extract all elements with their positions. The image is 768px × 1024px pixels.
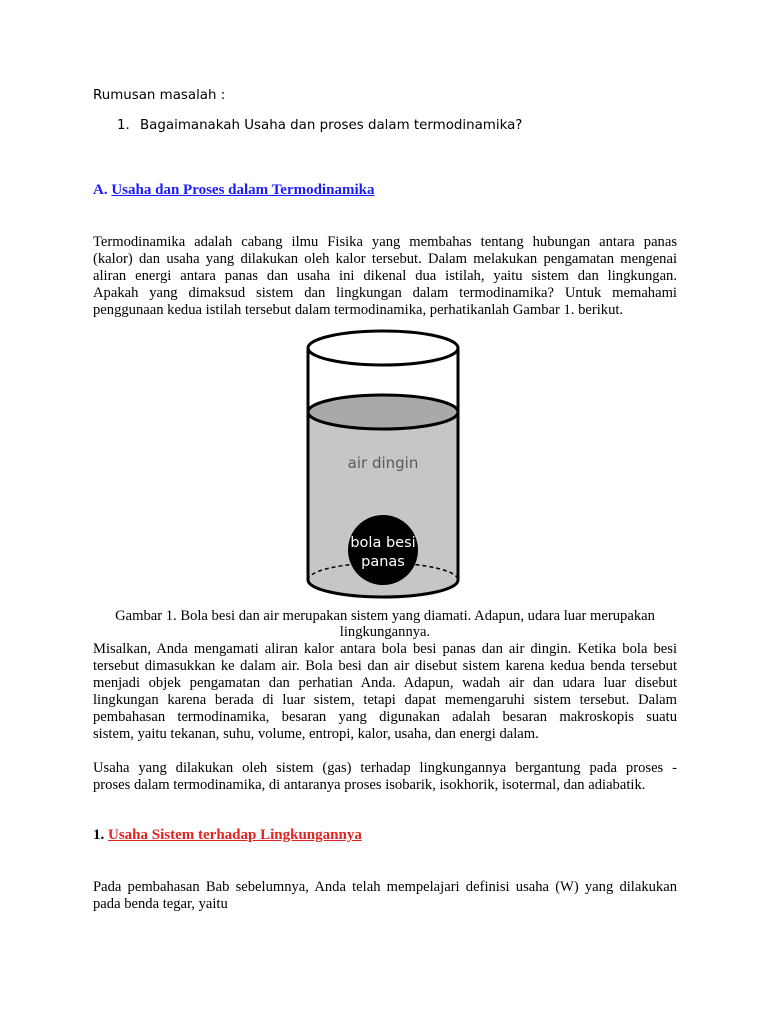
paragraph-1-line: Apakah yang dimaksud sistem dan lingkungan dalam termodinamika? Untuk memahami: [93, 285, 677, 301]
paragraph-1-line: aliran energi antara panas dan usaha ini dikenal dua istilah, yaitu sistem dan lingkungan.: [93, 268, 677, 284]
paragraph-1-line: (kalor) dan usaha yang dilakukan oleh kalor tersebut. Dalam melakukan pengamatan mengenai: [93, 251, 677, 267]
ball-label-line-2: panas: [361, 554, 405, 570]
paragraph-3-line: proses dalam termodinamika, di antaranya proses isobarik, isokhorik, isotermal, dan adiabatik.: [93, 777, 646, 793]
water-label: air dingin: [347, 454, 419, 472]
section-1-prefix: 1.: [93, 827, 105, 843]
beaker-illustration: [302, 328, 464, 606]
paragraph-3-line: Usaha yang dilakukan oleh sistem (gas) terhadap lingkungannya bergantung pada proses -: [93, 760, 677, 776]
section-1-title-link[interactable]: Usaha Sistem terhadap Lingkungannya: [108, 827, 362, 843]
question-text: Bagaimanakah Usaha dan proses dalam termodinamika?: [140, 118, 523, 133]
paragraph-1-line: Termodinamika adalah cabang ilmu Fisika yang membahas tentang hubungan antara panas: [93, 234, 677, 250]
section-a-prefix: A.: [93, 182, 108, 198]
section-1-heading: [93, 827, 362, 844]
paragraph-2-line: menjadi objek pengamatan dan perhatian Anda. Adapun, wadah air dan udara luar disebut: [93, 675, 677, 691]
paragraph-1-line: penggunaan kedua istilah tersebut dalam termodinamika, perhatikanlah Gambar 1. berikut.: [93, 302, 624, 318]
question-number: 1.: [117, 118, 130, 133]
paragraph-2-line: sistem, yaitu tekanan, suhu, volume, entropi, kalor, usaha, dan energi dalam.: [93, 726, 539, 742]
paragraph-2-line: tersebut dimasukkan ke dalam air. Bola besi dan air disebut sistem karena kedua benda tersebut: [93, 658, 677, 674]
paragraph-4-line: pada benda tegar, yaitu: [93, 896, 228, 912]
section-a-title-link[interactable]: Usaha dan Proses dalam Termodinamika: [111, 182, 375, 198]
problem-heading: Rumusan masalah :: [93, 88, 226, 103]
paragraph-2-line: Misalkan, Anda mengamati aliran kalor antara bola besi panas dan air dingin. Ketika bola besi: [93, 641, 677, 657]
paragraph-2-line: lingkungan karena berada di luar sistem, tetapi dapat memengaruhi sistem tersebut. Dalam: [93, 692, 677, 708]
paragraph-2-line: pembahasan termodinamika, besaran yang digunakan adalah besaran makroskopis suatu: [93, 709, 677, 725]
figure-caption-continued: lingkungannya.: [339, 624, 431, 640]
paragraph-4-line: Pada pembahasan Bab sebelumnya, Anda telah mempelajari definisi usaha (W) yang dilakukan: [93, 879, 677, 895]
ball-label-line-1: bola besi: [350, 535, 416, 551]
figure-caption: Gambar 1. Bola besi dan air merupakan sistem yang diamati. Adapun, udara luar merupakan: [115, 608, 655, 624]
section-a-heading: [93, 182, 374, 199]
